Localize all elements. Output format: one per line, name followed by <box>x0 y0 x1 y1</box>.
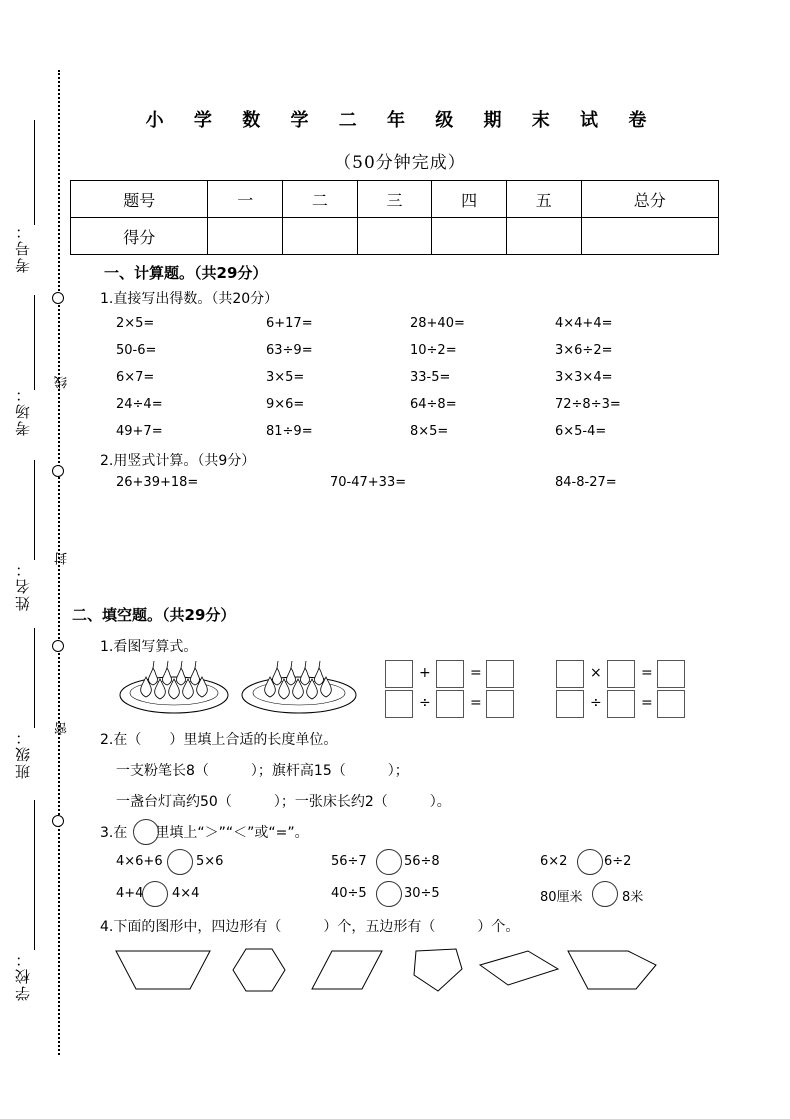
section2-q1: 1.看图写算式。 <box>100 639 198 655</box>
compare-circle[interactable] <box>376 881 402 907</box>
equals-sign: = <box>641 695 653 711</box>
class-line[interactable] <box>34 628 35 728</box>
compare-right: 5×6 <box>196 854 224 869</box>
calc-item: 4×4+4= <box>555 316 613 331</box>
answer-box[interactable] <box>436 660 464 688</box>
compare-left: 4×6+6 <box>116 854 163 869</box>
score-header-cell: 总分 <box>581 181 718 218</box>
calc-item: 81÷9= <box>266 424 313 439</box>
score-cell[interactable] <box>506 218 581 255</box>
calc-item: 50-6= <box>116 343 157 358</box>
calc-item: 49+7= <box>116 424 163 439</box>
divide-sign: ÷ <box>419 695 431 711</box>
irregular-pentagon-shape <box>568 951 656 989</box>
calc-item: 3×6÷2= <box>555 343 613 358</box>
answer-box[interactable] <box>556 660 584 688</box>
compare-left: 4+4 <box>116 886 144 901</box>
calc-item: 33-5= <box>410 370 451 385</box>
score-cell[interactable] <box>283 218 358 255</box>
pear-plate-image <box>118 655 230 717</box>
compare-right: 30÷5 <box>404 886 440 901</box>
name-line[interactable] <box>34 460 35 560</box>
vertical-calc-item: 84-8-27= <box>555 475 617 490</box>
score-cell[interactable] <box>357 218 432 255</box>
score-header-cell: 二 <box>283 181 358 218</box>
answer-box[interactable] <box>385 660 413 688</box>
answer-box[interactable] <box>657 690 685 718</box>
answer-box[interactable] <box>607 690 635 718</box>
calc-item: 6×7= <box>116 370 155 385</box>
calc-item: 63÷9= <box>266 343 313 358</box>
q3-sample-circle <box>133 819 159 845</box>
hexagon-shape <box>233 949 285 991</box>
calc-item: 24÷4= <box>116 397 163 412</box>
answer-box[interactable] <box>436 690 464 718</box>
binding-hole <box>52 465 64 477</box>
score-cell[interactable] <box>581 218 718 255</box>
score-cell[interactable] <box>208 218 283 255</box>
section2-q2-line2: 一盏台灯高约50（ ）；一张床长约2（ ）。 <box>116 794 451 810</box>
exam-no-label: 考号： <box>14 222 32 273</box>
room-label: 考场： <box>14 385 32 436</box>
vertical-calc-item: 70-47+33= <box>330 475 407 490</box>
pear-plate-image <box>240 655 358 717</box>
section2-q2-line1: 一支粉笔长8（ ）；旗杆高15（ ）； <box>116 763 409 779</box>
compare-right: 4×4 <box>172 886 200 901</box>
vertical-calc-item: 26+39+18= <box>116 475 199 490</box>
section2-q2: 2.在（ ）里填上合适的长度单位。 <box>100 732 338 748</box>
equals-sign: = <box>470 665 482 681</box>
score-header-cell: 题号 <box>71 181 208 218</box>
pentagon-shape <box>414 949 462 991</box>
calc-item: 3×5= <box>266 370 305 385</box>
score-header-cell: 四 <box>432 181 507 218</box>
page-subtitle: （50分钟完成） <box>334 153 466 173</box>
shapes-row <box>110 945 670 997</box>
binding-hole <box>52 292 64 304</box>
compare-left: 40÷5 <box>331 886 367 901</box>
compare-left: 6×2 <box>540 854 568 869</box>
compare-circle[interactable] <box>167 849 193 875</box>
plus-sign: + <box>419 665 431 681</box>
section2-title: 二、填空题。（共29分） <box>72 606 236 624</box>
compare-right: 6÷2 <box>604 854 632 869</box>
class-label: 班级： <box>14 728 32 779</box>
calc-item: 72÷8÷3= <box>555 397 621 412</box>
seal-char-secret: 密 <box>55 722 70 735</box>
answer-box[interactable] <box>657 660 685 688</box>
section2-q4: 4.下面的图形中，四边形有（ ）个，五边形有（ ）个。 <box>100 919 520 935</box>
section2-q3: 3.在 里填上“＞”“＜”或“=”。 <box>100 825 309 841</box>
calc-item: 64÷8= <box>410 397 457 412</box>
score-header-cell: 一 <box>208 181 283 218</box>
score-header-cell: 三 <box>357 181 432 218</box>
compare-circle[interactable] <box>577 849 603 875</box>
compare-circle[interactable] <box>592 881 618 907</box>
page-title: 小 学 数 学 二 年 级 期 末 试 卷 <box>145 110 659 131</box>
compare-left: 80厘米 <box>540 890 583 905</box>
equals-sign: = <box>470 695 482 711</box>
rhombus-shape <box>480 951 558 985</box>
room-line[interactable] <box>34 295 35 390</box>
calc-item: 3×3×4= <box>555 370 613 385</box>
answer-box[interactable] <box>486 660 514 688</box>
calc-item: 28+40= <box>410 316 465 331</box>
calc-item: 6×5-4= <box>555 424 607 439</box>
seal-char-line: 线 <box>55 376 70 389</box>
section1-q1: 1.直接写出得数。（共20分） <box>100 291 279 307</box>
school-line[interactable] <box>34 800 35 950</box>
calc-item: 8×5= <box>410 424 449 439</box>
answer-box[interactable] <box>385 690 413 718</box>
section1-title: 一、计算题。（共29分） <box>104 264 268 282</box>
calc-item: 9×6= <box>266 397 305 412</box>
answer-box[interactable] <box>556 690 584 718</box>
compare-circle[interactable] <box>376 849 402 875</box>
name-label: 姓名： <box>14 560 32 611</box>
answer-box[interactable] <box>486 690 514 718</box>
trapezoid-shape <box>116 951 210 989</box>
score-row-label: 得分 <box>71 218 208 255</box>
calc-item: 6+17= <box>266 316 313 331</box>
divide-sign: ÷ <box>590 695 602 711</box>
compare-right: 56÷8 <box>404 854 440 869</box>
score-cell[interactable] <box>432 218 507 255</box>
section1-q2: 2.用竖式计算。（共9分） <box>100 453 256 469</box>
calc-item: 10÷2= <box>410 343 457 358</box>
binding-hole <box>52 640 64 652</box>
school-label: 学校： <box>14 950 32 1001</box>
compare-right: 8米 <box>622 890 644 905</box>
binding-hole <box>52 815 64 827</box>
calc-item: 2×5= <box>116 316 155 331</box>
seal-char-seal: 封 <box>55 552 70 565</box>
answer-box[interactable] <box>607 660 635 688</box>
compare-circle[interactable] <box>142 881 168 907</box>
compare-left: 56÷7 <box>331 854 367 869</box>
times-sign: × <box>590 665 602 681</box>
parallelogram-shape <box>312 951 382 989</box>
equals-sign: = <box>641 665 653 681</box>
score-header-cell: 五 <box>506 181 581 218</box>
score-table <box>70 180 719 255</box>
